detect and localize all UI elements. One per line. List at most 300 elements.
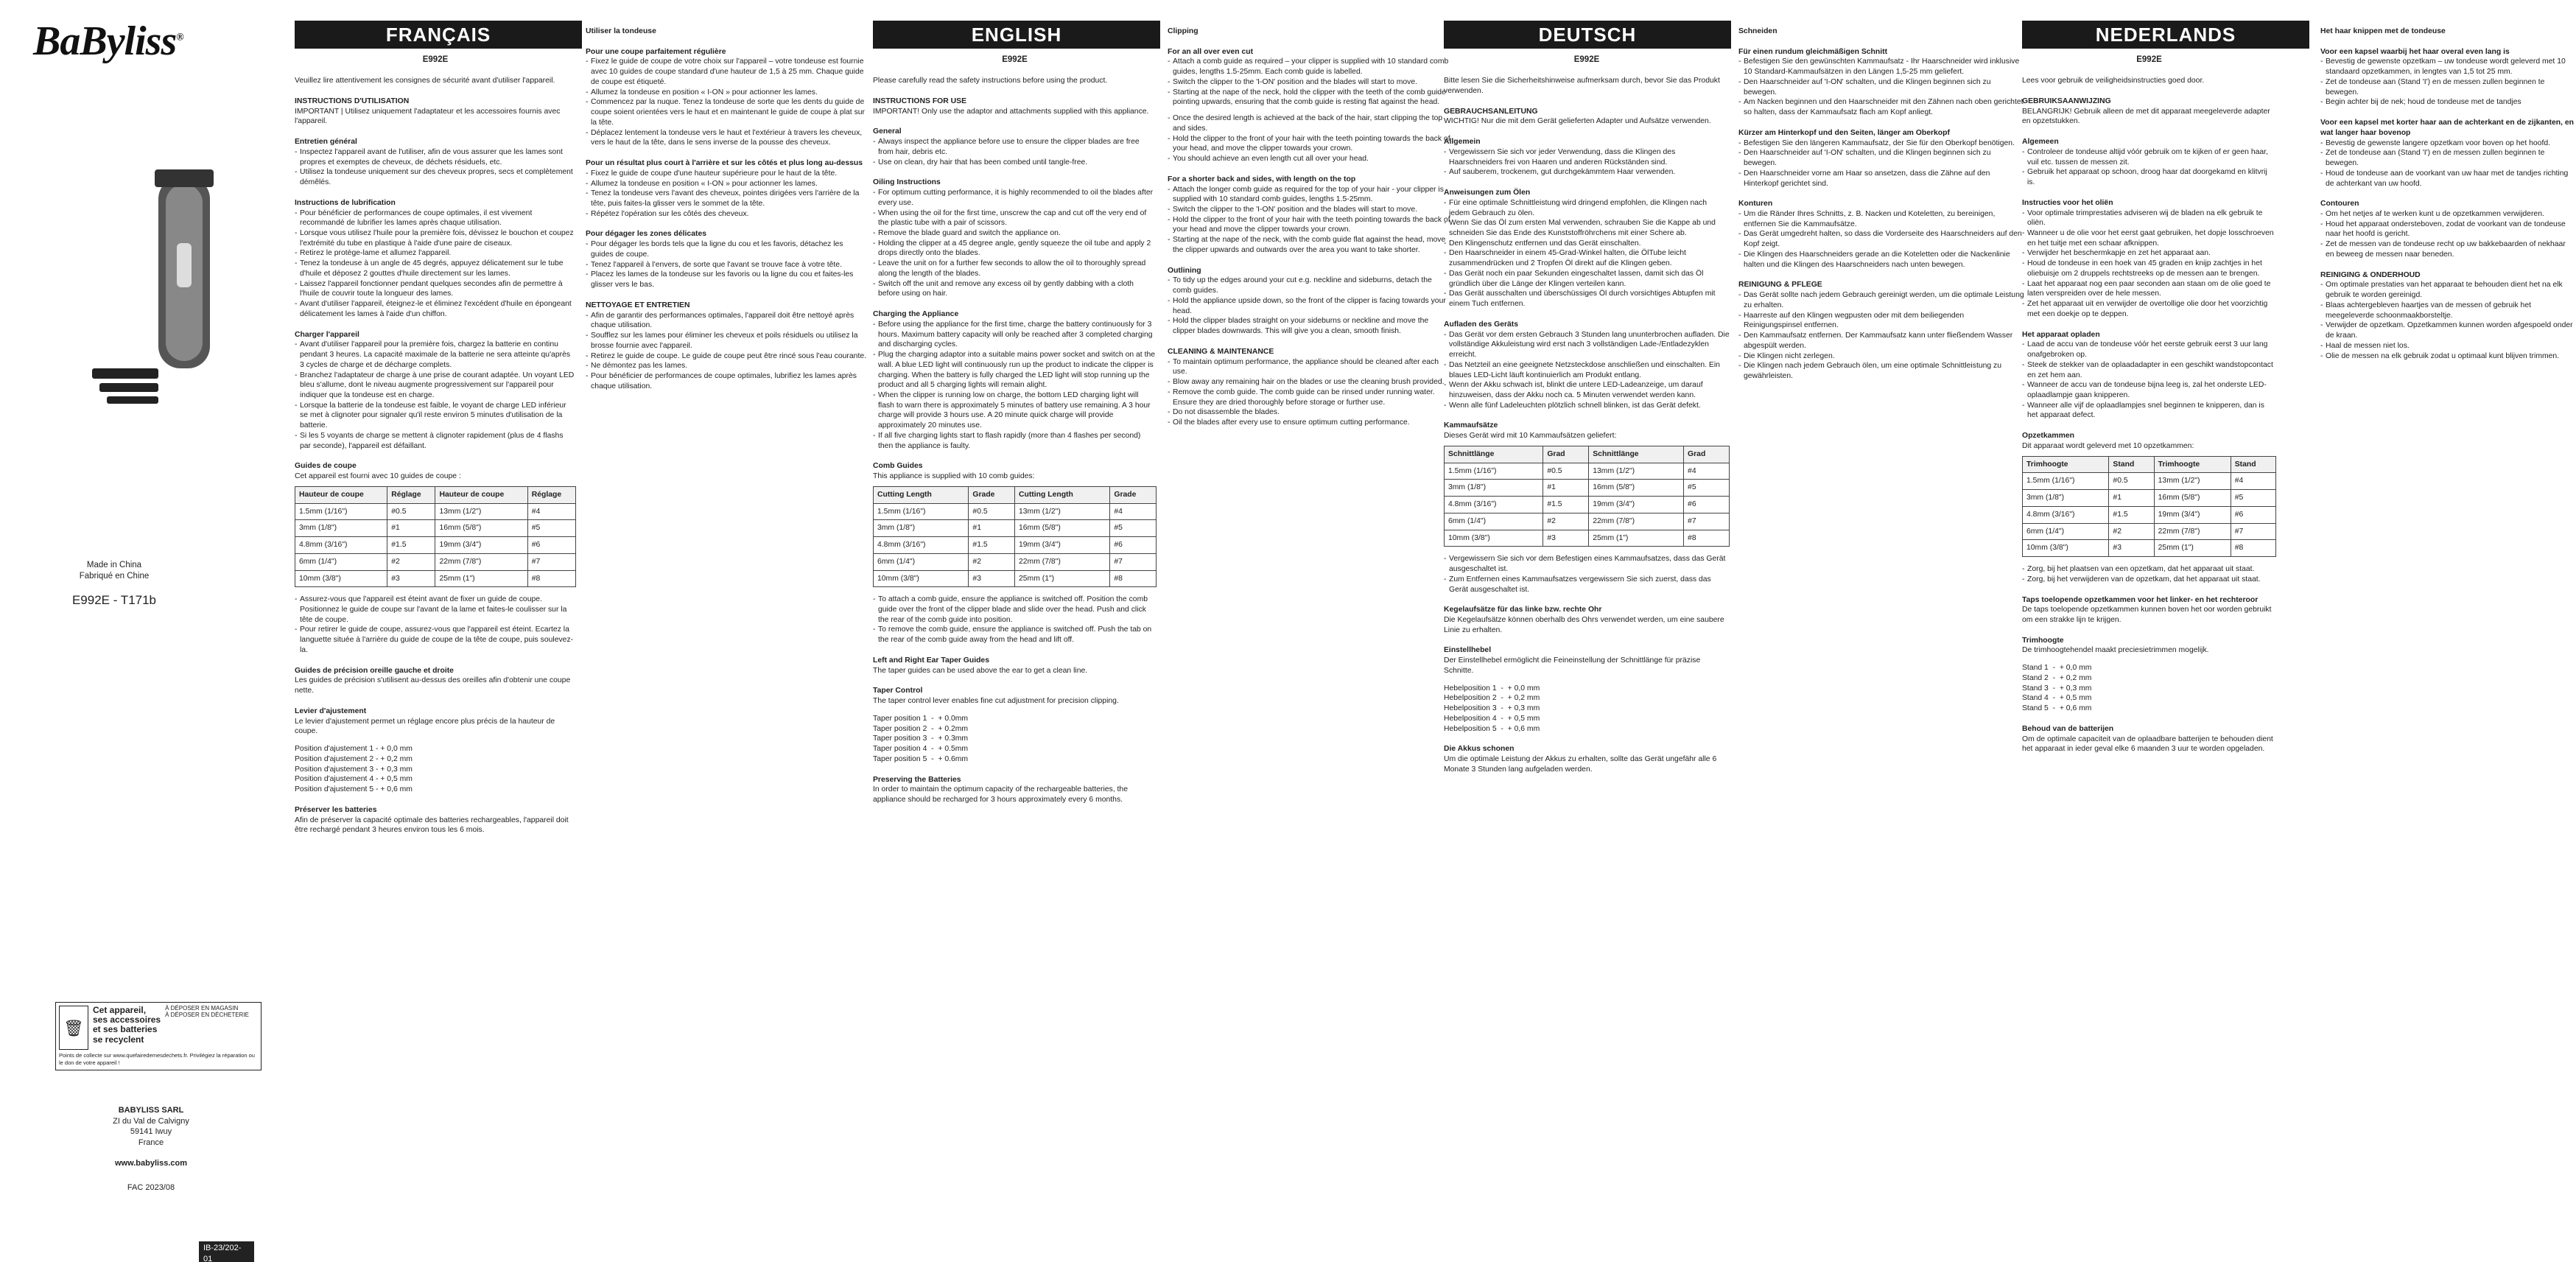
bin-icon: 🗑 (59, 1006, 88, 1050)
table-cell: #1 (387, 520, 435, 537)
table-cell: 1.5mm (1/16") (874, 503, 969, 520)
table-cell: #7 (2231, 523, 2275, 540)
section-heading: Charging the Appliance (873, 310, 959, 319)
comb-guide-table (1444, 446, 1730, 547)
bullet-item: - Avant d'utiliser l'appareil, éteignez-le et éliminez l'excédent d'huile en épongeant délicatement les lames à l'aide d'un chiffon. (295, 299, 576, 319)
important-note: WICHTIG! Nur die mit dem Gerät gelieferten Adapter und Aufsätze verwenden. (1444, 117, 1711, 126)
bullet-item: - Pour bénéficier de performances de coupe optimales, lubrifiez les lames après chaque utilisation. (586, 371, 867, 391)
babyliss-logo: BaByliss® (33, 18, 183, 64)
battery-text: In order to maintain the optimum capacity of the rechargeable batteries, the appliance should be recharged for 3 hours approximately every 6 months. (873, 785, 1128, 804)
table-row (874, 503, 1157, 520)
bullet-list (1444, 147, 1730, 178)
table-row (1445, 497, 1730, 513)
bullet-item: - When using the oil for the first time, unscrew the cap and cut off the very end of the plastic tube with a pair of scissors. (873, 208, 1157, 228)
table-cell: 6mm (1/4") (295, 553, 387, 570)
bullet-item: - Branchez l'adaptateur de charge à une prise de courant adaptée. Un voyant LED bleu s'allume, dont le niveau augmente progressivement sur l'appareil pour indiquer que la tondeuse est en charge. (295, 371, 576, 401)
website: www.babyliss.com (114, 1159, 187, 1168)
ear-guide-text: Die Kegelaufsätze können oberhalb des Ohrs verwendet werden, um eine saubere Linie zu erhalten. (1444, 616, 1724, 634)
bullet-item: - Afin de garantir des performances optimales, l'appareil doit être nettoyé après chaque utilisation. (586, 311, 867, 331)
battery-text: Om de optimale capaciteit van de oplaadbare batterijen te behouden dient het apparaat in ieder geval elke 6 maanden 3 uur te worden opgeladen. (2022, 735, 2273, 754)
table-cell: #3 (2109, 540, 2154, 557)
section-heading: Guides de coupe (295, 462, 357, 471)
bullet-item: - Den Kammaufsatz entfernen. Der Kammaufsatz kann unter fließendem Wasser abgespült werden. (1738, 331, 2024, 351)
bullet-item: - Before using the appliance for the first time, charge the battery continuously for 3 hours. Maximum battery capacity will only be reached after 3 completed charging and discharging cycles. (873, 320, 1157, 350)
bullet-list (586, 311, 867, 392)
table-header-cell: Grade (1110, 486, 1157, 503)
table-cell: 13mm (1/2") (1589, 463, 1684, 480)
bullet-list (873, 320, 1157, 452)
bullet-item: - Für eine optimale Schnittleistung wird dringend empfohlen, die Klingen nach jedem Gebrauch zu ölen. (1444, 198, 1730, 218)
fac-code: FAC 2023/08 (127, 1182, 175, 1192)
section-heading: Die Akkus schonen (1444, 745, 1515, 754)
bullet-item: - Wenn alle fünf Ladeleuchten plötzlich schnell blinken, ist das Gerät defekt. (1444, 401, 1730, 411)
bullet-item: - Remove the blade guard and switch the appliance on. (873, 228, 1157, 239)
table-cell: #1 (969, 520, 1015, 537)
section-heading: Behoud van de batterijen (2022, 724, 2114, 733)
taper-position: Position d'ajustement 3 - + 0,3 mm (295, 765, 413, 774)
bullet-list (2320, 209, 2575, 260)
section-heading: For a shorter back and sides, with length on the top (1168, 175, 1356, 183)
table-header-cell: Trimhoogte (2154, 456, 2231, 473)
section-heading: Contouren (2320, 200, 2359, 208)
bullet-list (295, 340, 576, 451)
brand-sidebar (33, 15, 255, 1262)
bullet-item: - Assurez-vous que l'appareil est éteint avant de fixer un guide de coupe. Positionnez le guide de coupe sur l'avant de la lame et faites-le coulisser sur la tête de coupe. (295, 595, 576, 625)
bullet-list (2022, 340, 2276, 421)
table-cell: 10mm (3/8") (295, 570, 387, 587)
language-header-nl: NEDERLANDS (2022, 21, 2309, 49)
intro-text: Lees voor gebruik de veiligheidsinstructies goed door. (2022, 77, 2205, 85)
table-cell: 25mm (1") (1589, 530, 1684, 547)
bullet-item: - Remove the comb guide. The comb guide can be rinsed under running water. Ensure they are dried thoroughly before storage or further use. (1168, 388, 1451, 407)
bullet-item: - Befestigen Sie den längeren Kammaufsatz, der Sie für den Oberkopf benötigen. (1738, 139, 2024, 149)
section-heading: Einstellhebel (1444, 646, 1492, 655)
table-cell: 10mm (3/8") (2023, 540, 2109, 557)
bullet-item: - Am Nacken beginnen und den Haarschneider mit den Zähnen nach oben gerichtet so halten, dass der Kammaufsatz flach am Kopf anliegt. (1738, 97, 2024, 117)
bullet-list (1738, 139, 2024, 189)
section-heading: Pour un résultat plus court à l'arrière et sur les côtés et plus long au-dessus (586, 159, 863, 168)
table-cell: #2 (387, 553, 435, 570)
bullet-item: - Fixez le guide de coupe de votre choix sur l'appareil – votre tondeuse est fournie avec 10 guides de coupe standard d'une hauteur de 1,5 à 25 mm. Chaque guide de coupe est étiqueté. (586, 57, 867, 87)
model-number: E992E (1573, 55, 1600, 64)
bullet-item: - Wenn der Akku schwach ist, blinkt die untere LED-Ladeanzeige, um darauf hinzuweisen, dass der Akku noch ca. 5 Minuten verwendet werden kann. (1444, 380, 1730, 400)
bullet-list (1168, 276, 1451, 336)
table-cell: 4.8mm (3/16") (2023, 506, 2109, 523)
table-header-row (874, 486, 1157, 503)
table-header-cell: Grad (1684, 446, 1730, 463)
table-header-cell: Hauteur de coupe (435, 486, 527, 503)
bullet-item: - Zorg, bij het verwijderen van de opzetkam, dat het apparaat uit staat. (2022, 575, 2276, 585)
bullet-item: - Blow away any remaining hair on the blades or use the cleaning brush provided. (1168, 377, 1451, 388)
origin-block (70, 560, 158, 609)
table-header-cell: Grad (1543, 446, 1589, 463)
bullet-list (295, 595, 576, 655)
table-cell: 4.8mm (3/16") (295, 537, 387, 554)
bullet-item: - Den Haarschneider auf 'I-ON' schalten, und die Klingen beginnen sich zu bewegen. (1738, 77, 2024, 97)
table-cell: 1.5mm (1/16") (295, 503, 387, 520)
table-header-cell: Stand (2109, 456, 2154, 473)
table-row (295, 537, 576, 554)
bullet-item: - Retirez le protège-lame et allumez l'appareil. (295, 248, 576, 259)
table-row (2023, 523, 2276, 540)
bullet-item: - Den Klingenschutz entfernen und das Gerät einschalten. (1444, 239, 1730, 249)
bullet-item: - Placez les lames de la tondeuse sur les favoris ou la ligne du cou et faites-les glisser vers le bas. (586, 270, 867, 290)
taper-position: Hebelposition 2 - + 0,2 mm (1444, 694, 1540, 703)
bullet-item: - Begin achter bij de nek; houd de tondeuse met de tandjes (2320, 97, 2575, 108)
weee-line: se recyclent (93, 1034, 144, 1045)
taper-position: Taper position 3 - + 0.3mm (873, 735, 969, 743)
table-cell: 3mm (1/8") (295, 520, 387, 537)
bullet-item: - Switch the clipper to the 'I-ON' position and the blades will start to move. (1168, 205, 1451, 215)
table-cell: 10mm (3/8") (1445, 530, 1543, 547)
table-cell: #1.5 (1543, 497, 1589, 513)
bullet-item: - Attach a comb guide as required – your clipper is supplied with 10 standard comb guides, lengths 1.5-25mm. Each comb guide is labelled. (1168, 57, 1451, 77)
section-heading: Allgemein (1444, 138, 1481, 147)
bullet-item: - Commencez par la nuque. Tenez la tondeuse de sorte que les dents du guide de coupe soient orientées vers le haut et en maintenant le guide de coupe à plat sur la tête. (586, 97, 867, 127)
bullet-item: - Retirez le guide de coupe. Le guide de coupe peut être rincé sous l'eau courante. (586, 351, 867, 362)
bullet-list (295, 208, 576, 320)
section-heading: Aufladen des Geräts (1444, 320, 1519, 329)
bullet-item: - Pour bénéficier de performances de coupe optimales, il est vivement recommandé de lubrifier les lames après chaque utilisation. (295, 208, 576, 228)
taper-text: De trimhoogtehendel maakt preciesietrimmen mogelijk. (2022, 646, 2209, 655)
bullet-item: - Wanneer alle vijf de oplaadlampjes snel beginnen te knipperen, dan is het apparaat defect. (2022, 401, 2276, 421)
bullet-item: - To tidy up the edges around your cut e.g. neckline and sideburns, detach the comb guides. (1168, 276, 1451, 295)
table-cell: 16mm (5/8") (2154, 490, 2231, 507)
weee-note: Points de collecte sur www.quefairedemesdechets.fr. Privilégiez la réparation ou le don de votre appareil ! (59, 1052, 255, 1066)
table-header-row (295, 486, 576, 503)
bullet-item: - You should achieve an even length cut all over your head. (1168, 154, 1451, 164)
intro-text: Please carefully read the safety instructions before using the product. (873, 77, 1108, 85)
bullet-item: - Die Klingen nicht zerlegen. (1738, 351, 2024, 362)
intro-text: Bitte lesen Sie die Sicherheitshinweise aufmerksam durch, bevor Sie das Produkt verwenden. (1444, 77, 1720, 95)
column-nl-2 (2320, 16, 2575, 1254)
model-number: E992E (422, 55, 449, 64)
table-cell: 13mm (1/2") (435, 503, 527, 520)
bullet-item: - Houd het apparaat ondersteboven, zodat de voorkant van de tondeuse naar het hoofd is gericht. (2320, 220, 2575, 239)
section-heading: Préserver les batteries (295, 805, 377, 814)
section-heading: General (873, 127, 902, 136)
bullet-item: - Vergewissern Sie sich vor dem Befestigen eines Kammaufsatzes, dass das Gerät ausgeschaltet ist. (1444, 554, 1730, 574)
taper-position: Hebelposition 3 - + 0,3 mm (1444, 704, 1540, 713)
section-heading: Anweisungen zum Ölen (1444, 189, 1531, 197)
bullet-item: - Voor optimale trimprestaties adviseren wij de bladen na elk gebruik te oliën. (2022, 208, 2276, 228)
table-cell: 19mm (3/4") (435, 537, 527, 554)
important-note: BELANGRIJK! Gebruik alleen de met dit apparaat meegeleverde adapter en opzetstukken. (2022, 107, 2270, 126)
table-cell: #2 (1543, 513, 1589, 530)
bullet-item: - To attach a comb guide, ensure the appliance is switched off. Position the comb guide over the front of the clipper blade and slide over the head. Push and click the rear of the comb guide into position. (873, 595, 1157, 625)
bullet-list (1738, 290, 2024, 382)
table-header-cell: Réglage (527, 486, 575, 503)
table-cell: #8 (527, 570, 575, 587)
bullet-list (1444, 554, 1730, 595)
bullet-list (586, 239, 867, 290)
bullet-item: - Zet de tondeuse aan (Stand 'I') en de messen zullen beginnen te bewegen. (2320, 148, 2575, 168)
section-heading: Pour une coupe parfaitement régulière (586, 47, 726, 56)
comb-guide-table (2022, 456, 2276, 557)
bullet-item: - Bevestig de gewenste langere opzetkam voor boven op het hoofd. (2320, 139, 2575, 149)
bullet-item: - Plug the charging adaptor into a suitable mains power socket and switch on at the wall. A blue LED light will continuously run up the product to indicate the clipper is charging. When the battery is fully charged the LED light will stop running up the product and all 5 charging lights will remain alight. (873, 350, 1157, 390)
fabrique: Fabriqué en Chine (79, 572, 150, 581)
bullet-list (1168, 185, 1451, 256)
column-fr-2 (586, 16, 867, 1254)
language-header-de: DEUTSCH (1444, 21, 1731, 49)
bullet-list (1444, 198, 1730, 309)
table-cell: 22mm (7/8") (435, 553, 527, 570)
table-cell: 16mm (5/8") (1014, 520, 1109, 537)
table-row (1445, 463, 1730, 480)
column-en-2 (1168, 16, 1451, 1254)
section-heading: Instructies voor het oliën (2022, 198, 2113, 207)
table-row (874, 537, 1157, 554)
bullet-list (2320, 139, 2575, 189)
table-header-cell: Grade (969, 486, 1015, 503)
intro-text: Veuillez lire attentivement les consignes de sécurité avant d'utiliser l'appareil. (295, 77, 555, 85)
table-cell: #1.5 (969, 537, 1015, 554)
bullet-item: - Switch the clipper to the 'I-ON' position and the blades will start to move. (1168, 77, 1451, 88)
section-heading: GEBRAUCHSANLEITUNG (1444, 107, 1538, 116)
language-header-en: ENGLISH (873, 21, 1160, 49)
bullet-list (2022, 147, 2276, 188)
section-heading: Guides de précision oreille gauche et droite (295, 666, 454, 675)
section-heading: Oiling Instructions (873, 178, 941, 187)
bullet-item: - Pour dégager les bords tels que la ligne du cou et les favoris, détachez les guides de coupe. (586, 239, 867, 259)
bullet-item: - Avant d'utiliser l'appareil pour la première fois, chargez la batterie en continu pendant 3 heures. La capacité maximale de la batterie ne sera atteinte qu'après 3 cycles de charge et de décharge complets. (295, 340, 576, 370)
bullet-item: - Das Gerät noch ein paar Sekunden eingeschaltet lassen, damit sich das Öl gründlich über die Länge der Klingen verteilen kann. (1444, 269, 1730, 289)
comb-intro: Cet appareil est fourni avec 10 guides de coupe : (295, 472, 461, 481)
bullet-item: - Wanneer u de olie voor het eerst gaat gebruiken, het dopje losschroeven en het tuitje met een schaar afknippen. (2022, 228, 2276, 248)
bullet-item: - Um die Ränder Ihres Schnitts, z. B. Nacken und Koteletten, zu bereinigen, entfernen Sie die Kammaufsätze. (1738, 209, 2024, 229)
taper-positions (873, 714, 1157, 765)
table-row (295, 570, 576, 587)
bullet-list (586, 169, 867, 220)
bullet-item: - Die Klingen des Haarschneiders gerade an die Koteletten oder die Nackenlinie halten und die Klingen des Haarschneiders nach unten bewegen. (1738, 250, 2024, 270)
bullet-list (1444, 330, 1730, 411)
table-row (295, 503, 576, 520)
table-row (1445, 480, 1730, 497)
table-row (2023, 490, 2276, 507)
bullet-item: - Ne démontez pas les lames. (586, 361, 867, 371)
bullet-item: - Switch off the unit and remove any excess oil by gently dabbing with a cloth before using on hair. (873, 279, 1157, 299)
taper-position: Stand 1 - + 0,0 mm (2022, 664, 2092, 673)
bullet-list (873, 137, 1157, 167)
table-header-cell: Trimhoogte (2023, 456, 2109, 473)
taper-position: Position d'ajustement 1 - + 0,0 mm (295, 745, 413, 754)
comb-intro: This appliance is supplied with 10 comb guides: (873, 472, 1035, 481)
ear-guide-text: The taper guides can be used above the ear to get a clean line. (873, 666, 1088, 675)
taper-text: Der Einstellhebel ermöglicht die Feineinstellung der Schnittlänge für präzise Schnitte. (1444, 656, 1701, 675)
bullet-item: - Zet het apparaat uit en verwijder de overtollige olie door het voorzichtig met een doekje op te deppen. (2022, 299, 2276, 319)
table-cell: 6mm (1/4") (2023, 523, 2109, 540)
table-row (295, 520, 576, 537)
table-cell: #1 (2109, 490, 2154, 507)
taper-position: Stand 4 - + 0,5 mm (2022, 694, 2092, 703)
taper-text: The taper control lever enables fine cut adjustment for precision clipping. (873, 697, 1119, 706)
section-heading: GEBRUIKSAANWIJZING (2022, 97, 2111, 105)
bullet-item: - Hold the clipper to the front of your hair with the teeth pointing towards the back of your head, and move the clipper towards your crown. (1168, 134, 1451, 154)
section-heading: INSTRUCTIONS FOR USE (873, 97, 967, 105)
bullet-item: - Om het netjes af te werken kunt u de opzetkammen verwijderen. (2320, 209, 2575, 220)
bullet-item: - Attach the longer comb guide as required for the top of your hair - your clipper is supplied with 10 standard comb guides, lengths 1.5-25mm. (1168, 185, 1451, 205)
section-heading: Comb Guides (873, 462, 923, 471)
section-heading: Kegelaufsätze für das linke bzw. rechte Ohr (1444, 606, 1602, 614)
language-header-fr: FRANÇAIS (295, 21, 582, 49)
bullet-item: - When the clipper is running low on charge, the bottom LED charging light will flash to warn there is approximately 5 minutes of battery use remaining. A 3 hour charge will provide 3 hours use. A 20 minute quick charge will provide approximately 20 minutes use. (873, 390, 1157, 431)
weee-store: À DÉPOSER EN MAGASIN (165, 1005, 239, 1012)
section-heading: Entretien général (295, 138, 357, 147)
ear-guide-text: Les guides de précision s'utilisent au-dessus des oreilles afin d'obtenir une coupe nette. (295, 676, 571, 695)
section-heading: Levier d'ajustement (295, 707, 367, 715)
taper-position: Taper position 5 - + 0.6mm (873, 754, 969, 763)
bullet-item: - Allumez la tondeuse en position « I-ON » pour actionner les lames. (586, 88, 867, 98)
column-en-1 (873, 52, 1157, 1252)
table-cell: 25mm (1") (2154, 540, 2231, 557)
table-cell: #0.5 (1543, 463, 1589, 480)
bullet-list (2320, 57, 2575, 108)
table-cell: #5 (1684, 480, 1730, 497)
bullet-item: - Den Haarschneider in einem 45-Grad-Winkel halten, die ÖlTube leicht zusammendrücken und 2 Tropfen Öl direkt auf die Klingen geben. (1444, 248, 1730, 268)
table-row (2023, 540, 2276, 557)
taper-position: Taper position 4 - + 0.5mm (873, 745, 969, 754)
table-row (874, 553, 1157, 570)
comb-guide-table (873, 486, 1157, 587)
made-in: Made in China (86, 561, 142, 569)
section-heading: Für einen rundum gleichmäßigen Schnitt (1738, 47, 1888, 56)
address-line: 59141 Iwuy (130, 1127, 172, 1137)
table-cell: #6 (1110, 537, 1157, 554)
taper-positions (295, 744, 576, 795)
table-cell: #3 (969, 570, 1015, 587)
bullet-item: - Hold the clipper blades straight on your sideburns or neckline and move the clipper blades downwards. This will give you a clean, smooth finish. (1168, 316, 1451, 336)
bullet-item: - Soufflez sur les lames pour éliminer les cheveux et poils résiduels ou utilisez la brosse fournie avec l'appareil. (586, 331, 867, 351)
address-line: ZI du Val de Calvigny (113, 1116, 189, 1126)
section-heading: Konturen (1738, 200, 1773, 208)
table-cell: #0.5 (2109, 473, 2154, 490)
bullet-item: - Inspectez l'appareil avant de l'utiliser, afin de vous assurer que les lames sont propres et exemptes de cheveux, de déchets résiduels, etc. (295, 147, 576, 167)
table-header-cell: Cutting Length (1014, 486, 1109, 503)
table-cell: 13mm (1/2") (2154, 473, 2231, 490)
bullet-item: - Hold the appliance upside down, so the front of the clipper is facing towards your head. (1168, 296, 1451, 316)
section-heading: Kammaufsätze (1444, 421, 1498, 430)
table-row (1445, 513, 1730, 530)
bullet-item: - Wenn Sie das Öl zum ersten Mal verwenden, schrauben Sie die Kappe ab und schneiden Sie das Ende des Kunststoffröhrchens mit einer Schere ab. (1444, 218, 1730, 238)
bullet-item: - Verwijder het beschermkapje en zet het apparaat aan. (2022, 248, 2276, 259)
bullet-item: - Gebruik het apparaat op schoon, droog haar dat doorgekamd en klitvrij is. (2022, 167, 2276, 187)
bullet-item: - Starting at the nape of the neck, hold the clipper with the teeth of the comb guide pointing upwards, ensuring that the comb guide is resting flat against the head. (1168, 88, 1451, 108)
section-heading: Het apparaat opladen (2022, 330, 2100, 339)
bullet-list (1168, 357, 1451, 428)
bullet-item: - Das Gerät ausschalten und überschüssiges Öl durch vorsichtiges Abtupfen mit einem Tuch entfernen. (1444, 289, 1730, 309)
weee-line: ses accessoires (93, 1014, 161, 1026)
section-heading: Left and Right Ear Taper Guides (873, 656, 989, 665)
bullet-item: - Starting at the nape of the neck, with the comb guide flat against the head, move the clipper upwards and outwards over the area you want to take shorter. (1168, 235, 1451, 255)
section-heading: Het haar knippen met de tondeuse (2320, 27, 2446, 35)
bullet-item: - Pour retirer le guide de coupe, assurez-vous que l'appareil est éteint. Ecartez la languette située à l'arrière du guide de coupe de la tête de coupe, puis soulevez-la. (295, 625, 576, 655)
section-heading: Voor een kapsel met korter haar aan de achterkant en de zijkanten, en wat langer haar bovenop (2320, 119, 2574, 137)
bullet-item: - Steek de stekker van de oplaadadapter in een geschikt wandstopcontact en zet hem aan. (2022, 360, 2276, 380)
comb-intro: Dieses Gerät wird mit 10 Kammaufsätzen geliefert: (1444, 432, 1617, 441)
bullet-list (1168, 113, 1451, 164)
table-cell: #6 (2231, 506, 2275, 523)
bullet-item: - If all five charging lights start to flash rapidly (more than 4 flashes per second) then the appliance is faulty. (873, 431, 1157, 451)
bullet-item: - Utilisez la tondeuse uniquement sur des cheveux propres, secs et complètement démêlés. (295, 167, 576, 187)
column-de-2 (1738, 16, 2024, 1254)
table-cell: #5 (2231, 490, 2275, 507)
column-de-1 (1444, 52, 1730, 1252)
bullet-list (295, 147, 576, 188)
table-cell: 16mm (5/8") (1589, 480, 1684, 497)
section-heading: Schneiden (1738, 27, 1777, 35)
taper-position: Hebelposition 1 - + 0,0 mm (1444, 684, 1540, 693)
table-cell: #1 (1543, 480, 1589, 497)
bullet-item: - Si les 5 voyants de charge se mettent à clignoter rapidement (plus de 4 flashs par seconde), l'appareil est défaillant. (295, 431, 576, 451)
important-note: IMPORTANT | Utilisez uniquement l'adaptateur et les accessoires fournis avec l'appareil. (295, 107, 561, 126)
table-cell: 19mm (3/4") (1589, 497, 1684, 513)
bullet-item: - Oil the blades after every use to ensure optimum cutting performance. (1168, 418, 1451, 428)
bullet-item: - Holding the clipper at a 45 degree angle, gently squeeze the oil tube and apply 2 drops directly onto the blades. (873, 239, 1157, 259)
bullet-item: - Zum Entfernen eines Kammaufsatzes vergewissern Sie sich zuerst, dass das Gerät ausgeschaltet ist. (1444, 575, 1730, 595)
bullet-item: - Laad de accu van de tondeuse vóór het eerste gebruik eerst 3 uur lang onafgebroken op. (2022, 340, 2276, 360)
section-heading: Taper Control (873, 687, 923, 695)
table-cell: #5 (1110, 520, 1157, 537)
bullet-item: - For optimum cutting performance, it is highly recommended to oil the blades after every use. (873, 188, 1157, 208)
bullet-item: - Once the desired length is achieved at the back of the hair, start clipping the top and sides. (1168, 113, 1451, 133)
table-cell: #3 (1543, 530, 1589, 547)
taper-position: Stand 5 - + 0,6 mm (2022, 704, 2092, 713)
table-row (874, 570, 1157, 587)
bullet-item: - Die Klingen nach jedem Gebrauch ölen, um eine optimale Schnittleistung zu gewährleisten. (1738, 361, 2024, 381)
taper-position: Taper position 2 - + 0.2mm (873, 724, 969, 733)
taper-positions (1444, 684, 1730, 735)
bullet-list (2022, 208, 2276, 320)
table-cell: #2 (2109, 523, 2154, 540)
weee-recycling-box (55, 1002, 262, 1070)
table-cell: 6mm (1/4") (874, 553, 969, 570)
table-cell: 19mm (3/4") (2154, 506, 2231, 523)
table-cell: #1.5 (387, 537, 435, 554)
bullet-item: - Always inspect the appliance before use to ensure the clipper blades are free from hair, debris etc. (873, 137, 1157, 157)
taper-position: Position d'ajustement 4 - + 0,5 mm (295, 775, 413, 784)
section-heading: Trimhoogte (2022, 636, 2064, 645)
taper-position: Hebelposition 5 - + 0,6 mm (1444, 724, 1540, 733)
company-name: BABYLISS SARL (118, 1106, 184, 1115)
table-cell: #0.5 (387, 503, 435, 520)
table-cell: 6mm (1/4") (1445, 513, 1543, 530)
table-cell: #0.5 (969, 503, 1015, 520)
column-fr-1 (295, 52, 576, 1252)
table-cell: 22mm (7/8") (1014, 553, 1109, 570)
important-note: IMPORTANT! Only use the adaptor and attachments supplied with this appliance. (873, 107, 1149, 116)
bullet-item: - Laissez l'appareil fonctionner pendant quelques secondes afin de permettre à l'huile de couvrir toute la longueur des lames. (295, 279, 576, 299)
weee-line: Cet appareil, (93, 1005, 147, 1015)
table-header-cell: Réglage (387, 486, 435, 503)
table-header-cell: Schnittlänge (1589, 446, 1684, 463)
taper-position: Stand 2 - + 0,2 mm (2022, 673, 2092, 682)
section-heading: Charger l'appareil (295, 330, 359, 339)
bullet-item: - Zet de messen van de tondeuse recht op uw bakkebaarden of nekhaar en beweeg de messen naar beneden. (2320, 239, 2575, 259)
table-header-cell: Schnittlänge (1445, 446, 1543, 463)
bullet-list (1738, 57, 2024, 117)
bullet-item: - Lorsque vous utilisez l'huile pour la première fois, dévissez le bouchon et coupez l'extrémité du tube en plastique à l'aide d'une paire de ciseaux. (295, 228, 576, 248)
table-cell: #4 (1684, 463, 1730, 480)
taper-position: Position d'ajustement 5 - + 0,6 mm (295, 785, 413, 794)
bullet-item: - Auf sauberem, trockenem, gut durchgekämmtem Haar verwenden. (1444, 167, 1730, 178)
bullet-item: - Haarreste auf den Klingen wegpusten oder mit dem beiliegenden Reinigungspinsel entfernen. (1738, 311, 2024, 331)
bullet-list (1168, 57, 1451, 108)
weee-line: et ses batteries (93, 1024, 158, 1035)
table-row (295, 553, 576, 570)
section-heading: Kürzer am Hinterkopf und den Seiten, länger am Oberkopf (1738, 128, 1950, 137)
country: France (138, 1137, 164, 1147)
